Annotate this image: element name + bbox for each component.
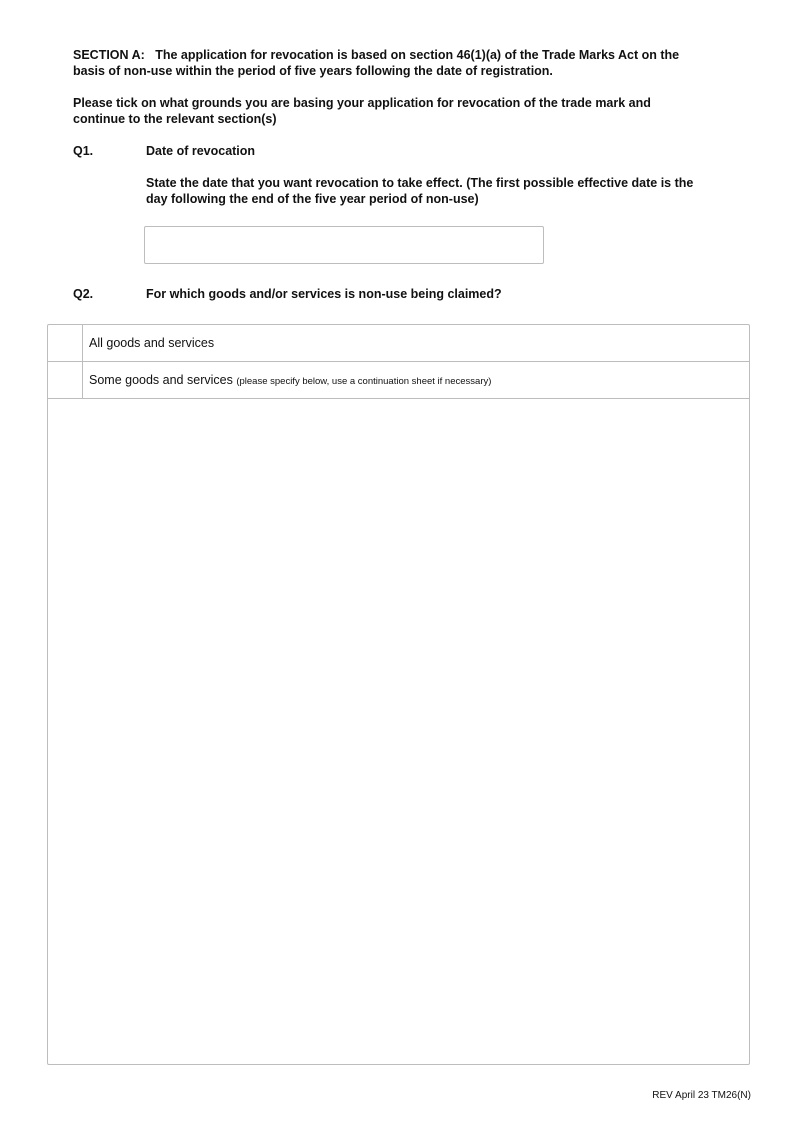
section-a-text-line1: The application for revocation is based on section 46(1)(a) of the Trade Marks Act on the: [155, 48, 680, 62]
instruction-paragraph: [73, 95, 651, 127]
q1-number: Q1.: [73, 144, 94, 158]
option-row-all: [48, 325, 749, 362]
q2-number: Q2.: [73, 287, 94, 301]
all-goods-checkbox[interactable]: [48, 325, 83, 361]
all-goods-label: [89, 336, 214, 350]
instruction-line1: Please tick on what grounds you are basing your application for revocation of the trade mark and: [73, 96, 651, 110]
section-a-heading: SECTION A:: [73, 48, 145, 62]
all-goods-label-text: All goods and services: [89, 336, 215, 350]
goods-services-specification-area[interactable]: [48, 399, 749, 1064]
some-goods-label: [89, 373, 491, 389]
q1-detail-line1: State the date that you want revocation to take effect. (The first possible effective date is the: [146, 176, 694, 190]
some-goods-note: (please specify below, use a continuation sheet if necessary): [236, 376, 492, 387]
revocation-date-field[interactable]: [144, 226, 544, 264]
section-a-paragraph: [73, 47, 679, 79]
q1-detail: [146, 175, 693, 207]
some-goods-label-text: Some goods and services: [89, 373, 233, 387]
goods-services-table: [47, 324, 750, 1065]
q2-title: For which goods and/or services is non-use being claimed?: [146, 287, 502, 301]
q1-detail-line2: day following the end of the five year period of non-use): [146, 192, 479, 206]
instruction-line2: continue to the relevant section(s): [73, 112, 277, 126]
section-a-text-line2: basis of non-use within the period of five years following the date of registration.: [73, 64, 553, 78]
q1-title: Date of revocation: [146, 144, 256, 158]
option-row-some: [48, 362, 749, 399]
form-reference-footer: REV April 23 TM26(N): [652, 1090, 751, 1101]
some-goods-checkbox[interactable]: [48, 362, 83, 398]
